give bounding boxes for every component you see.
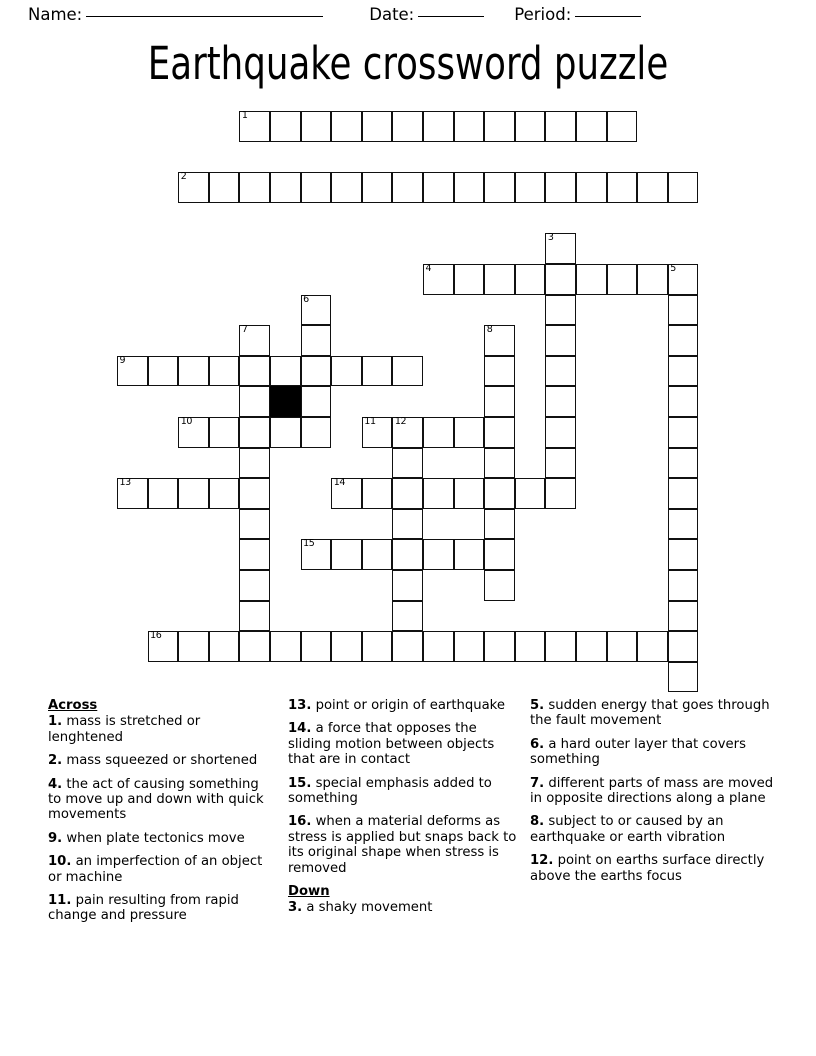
grid-cell[interactable]: [576, 111, 607, 142]
grid-cell[interactable]: [668, 356, 699, 387]
clue-number: 8.: [530, 814, 545, 830]
grid-cell[interactable]: [331, 356, 362, 387]
grid-cell[interactable]: [576, 264, 607, 295]
grid-cell[interactable]: [178, 417, 209, 448]
grid-cell[interactable]: [668, 570, 699, 601]
grid-cell[interactable]: [607, 111, 638, 142]
grid-cell[interactable]: [239, 478, 270, 509]
grid-cell[interactable]: [668, 295, 699, 326]
cell-number: 12: [394, 416, 407, 427]
grid-cell[interactable]: [301, 386, 332, 417]
grid-cell[interactable]: [239, 539, 270, 570]
grid-cell[interactable]: [392, 172, 423, 203]
grid-cell[interactable]: [545, 448, 576, 479]
clue-number: 14.: [288, 721, 312, 737]
clue-item-across-2: 2. mass squeezed or shortened: [48, 753, 258, 769]
grid-cell[interactable]: [515, 111, 546, 142]
grid-cell[interactable]: [668, 539, 699, 570]
grid-cell[interactable]: [484, 264, 515, 295]
cell-number: 1: [241, 110, 248, 121]
grid-cell[interactable]: [392, 356, 423, 387]
clue-number: 13.: [288, 698, 312, 713]
clue-number: 11.: [48, 893, 72, 909]
grid-cell[interactable]: [423, 478, 454, 509]
clue-column-2: [288, 698, 520, 924]
grid-cell[interactable]: [668, 631, 699, 662]
grid-cell[interactable]: [392, 111, 423, 142]
clue-item-across-10: 10. an imperfection of an object or machine: [48, 854, 263, 885]
cell-number: 10: [180, 416, 192, 427]
grid-cell[interactable]: [484, 509, 515, 540]
clue-number: 4.: [48, 776, 63, 792]
grid-cell[interactable]: [239, 601, 270, 632]
cell-number: 16: [150, 630, 162, 642]
grid-cell[interactable]: [301, 111, 332, 142]
grid-cell[interactable]: [362, 539, 393, 570]
date-label: Date:: [369, 5, 415, 24]
grid-cell[interactable]: [239, 325, 270, 356]
grid-cell[interactable]: [178, 172, 209, 203]
grid-cell[interactable]: [668, 417, 699, 448]
grid-cell[interactable]: [178, 631, 209, 662]
grid-cell[interactable]: [270, 417, 301, 448]
clue-column-1: [48, 698, 276, 932]
grid-cell[interactable]: [331, 631, 362, 662]
grid-cell[interactable]: [484, 386, 515, 417]
clue-item-down-12: 12. point on earths surface directly above the earths focus: [530, 853, 765, 884]
grid-cell[interactable]: [423, 172, 454, 203]
grid-cell[interactable]: [331, 111, 362, 142]
clue-number: 3.: [288, 900, 303, 916]
grid-cell[interactable]: [607, 264, 638, 295]
grid-cell[interactable]: [392, 417, 423, 448]
clue-item-down-7: 7. different parts of mass are moved in opposite directions along a plane: [530, 775, 774, 807]
clue-lists: [0, 698, 816, 948]
grid-cell[interactable]: [545, 172, 576, 203]
grid-cell[interactable]: [423, 111, 454, 142]
grid-cell[interactable]: [423, 539, 454, 570]
grid-cell[interactable]: [209, 631, 240, 662]
clue-number: 2.: [48, 753, 63, 769]
grid-cell[interactable]: [209, 356, 240, 387]
cell-number: 14: [333, 477, 345, 489]
grid-cell[interactable]: [545, 478, 576, 509]
grid-cell[interactable]: [668, 601, 699, 632]
grid-cell[interactable]: [454, 172, 485, 203]
grid-cell[interactable]: [239, 356, 270, 387]
grid-cell[interactable]: [484, 356, 515, 387]
grid-cell[interactable]: [239, 570, 270, 601]
clue-number: 1.: [48, 714, 63, 730]
cell-number: 8: [486, 324, 493, 336]
grid-cell[interactable]: [239, 111, 270, 142]
cell-number: 9: [119, 354, 126, 366]
grid-cell[interactable]: [545, 356, 576, 387]
grid-cell[interactable]: [637, 172, 668, 203]
grid-cell[interactable]: [454, 478, 485, 509]
grid-cell[interactable]: [484, 325, 515, 356]
cell-number: 15: [303, 538, 315, 550]
grid-cell[interactable]: [484, 111, 515, 142]
grid-cell[interactable]: [668, 172, 699, 203]
clue-item-down-8: 8. subject to or caused by an earthquake or earth vibration: [530, 814, 726, 845]
grid-cell[interactable]: [239, 172, 270, 203]
name-label: Name:: [28, 5, 83, 24]
grid-cell[interactable]: [454, 631, 485, 662]
grid-cell[interactable]: [270, 356, 301, 387]
grid-cell[interactable]: [454, 264, 485, 295]
grid-cell[interactable]: [178, 478, 209, 509]
grid-cell[interactable]: [423, 631, 454, 662]
grid-cell[interactable]: [239, 386, 270, 417]
grid-cell[interactable]: [545, 233, 576, 264]
cell-number: 3: [547, 232, 554, 244]
grid-cell[interactable]: [392, 509, 423, 540]
grid-cell[interactable]: [392, 570, 423, 601]
grid-cell[interactable]: [392, 448, 423, 479]
cell-number: 2: [180, 171, 187, 183]
grid-cell[interactable]: [301, 172, 332, 203]
clue-item-across-4: 4. the act of causing something to move up and down with quick movements: [48, 776, 264, 823]
clue-number: 10.: [48, 854, 72, 870]
grid-cell[interactable]: [545, 295, 576, 326]
cell-number: 5: [670, 263, 676, 274]
grid-cell[interactable]: [148, 478, 179, 509]
grid-cell[interactable]: [423, 264, 454, 295]
clue-number: 6.: [530, 736, 545, 752]
grid-cell[interactable]: [301, 295, 332, 326]
grid-cell[interactable]: [209, 417, 240, 448]
grid-cell[interactable]: [239, 509, 270, 540]
grid-cell[interactable]: [362, 356, 393, 387]
grid-cell[interactable]: [484, 417, 515, 448]
grid-cell[interactable]: [331, 478, 362, 509]
grid-cell[interactable]: [301, 325, 332, 356]
down-heading: Down: [288, 884, 330, 900]
grid-cell[interactable]: [148, 356, 179, 387]
clue-item-across-15: 15. special emphasis added to something: [288, 775, 492, 807]
grid-cell[interactable]: [239, 417, 270, 448]
grid-cell[interactable]: [515, 172, 546, 203]
grid-cell[interactable]: [301, 631, 332, 662]
grid-cell[interactable]: [484, 570, 515, 601]
grid-cell[interactable]: [637, 264, 668, 295]
grid-cell[interactable]: [484, 631, 515, 662]
grid-cell[interactable]: [607, 172, 638, 203]
cell-number: 6: [303, 293, 309, 305]
clue-column-3: [530, 698, 774, 892]
grid-cell[interactable]: [362, 417, 393, 448]
grid-cell[interactable]: [392, 478, 423, 509]
grid-cell[interactable]: [209, 478, 240, 509]
clue-number: 5.: [530, 698, 545, 713]
grid-cell[interactable]: [301, 417, 332, 448]
grid-cell[interactable]: [454, 539, 485, 570]
grid-cell[interactable]: [515, 264, 546, 295]
grid-cell[interactable]: [576, 631, 607, 662]
grid-cell[interactable]: [545, 264, 576, 295]
clue-item-down-5: 5. sudden energy that goes through the fault movement: [530, 698, 770, 729]
grid-cell[interactable]: [178, 356, 209, 387]
grid-cell[interactable]: [270, 172, 301, 203]
grid-cell[interactable]: [392, 601, 423, 632]
grid-cell[interactable]: [362, 631, 393, 662]
page-title: Earthquake crossword puzzle: [147, 37, 669, 90]
grid-cell[interactable]: [484, 539, 515, 570]
grid-cell[interactable]: [454, 111, 485, 142]
clue-number: 15.: [288, 775, 312, 791]
grid-cell[interactable]: [362, 478, 393, 509]
grid-cell[interactable]: [668, 264, 699, 295]
grid-cell[interactable]: [484, 172, 515, 203]
grid-cell[interactable]: [545, 325, 576, 356]
grid-cell[interactable]: [117, 478, 148, 509]
cell-number: 11: [364, 416, 376, 427]
clue-item-across-1: 1. mass is stretched or lenghtened: [48, 714, 201, 745]
grid-cell[interactable]: [515, 478, 546, 509]
grid-cell[interactable]: [362, 111, 393, 142]
across-heading: Across: [48, 698, 98, 713]
period-label: Period:: [514, 5, 572, 24]
grid-cell[interactable]: [668, 509, 699, 540]
cell-number: 13: [119, 477, 131, 489]
grid-cell[interactable]: [515, 631, 546, 662]
grid-cell[interactable]: [545, 417, 576, 448]
grid-cell[interactable]: [484, 448, 515, 479]
grid-block-cell: [270, 386, 301, 417]
clue-item-across-16: 16. when a material deforms as stress is applied but snaps back to its original shape when stress is removed: [288, 814, 517, 876]
grid-cell[interactable]: [362, 172, 393, 203]
grid-cell[interactable]: [668, 325, 699, 356]
grid-cell[interactable]: [301, 539, 332, 570]
grid-cell[interactable]: [668, 478, 699, 509]
clue-number: 12.: [530, 853, 554, 869]
clue-item-down-6: 6. a hard outer layer that covers something: [530, 736, 746, 768]
grid-cell[interactable]: [423, 417, 454, 448]
grid-cell[interactable]: [668, 386, 699, 417]
grid-cell[interactable]: [454, 417, 485, 448]
grid-cell[interactable]: [392, 539, 423, 570]
grid-cell[interactable]: [392, 631, 423, 662]
grid-cell[interactable]: [239, 631, 270, 662]
grid-cell[interactable]: [270, 631, 301, 662]
clue-item-across-14: 14. a force that opposes the sliding motion between objects that are in contact: [288, 721, 495, 768]
grid-cell[interactable]: [637, 631, 668, 662]
clue-item-across-11: 11. pain resulting from rapid change and pressure: [48, 893, 239, 924]
grid-cell[interactable]: [209, 172, 240, 203]
clue-item-across-13: 13. point or origin of earthquake: [288, 698, 505, 713]
cell-number: 4: [425, 263, 432, 274]
clue-number: 7.: [530, 775, 545, 791]
grid-cell[interactable]: [545, 111, 576, 142]
grid-cell[interactable]: [576, 172, 607, 203]
clue-number: 9.: [48, 830, 63, 846]
grid-cell[interactable]: [117, 356, 148, 387]
grid-cell[interactable]: [301, 356, 332, 387]
grid-cell[interactable]: [239, 448, 270, 479]
clue-number: 16.: [288, 814, 312, 830]
cell-number: 7: [241, 324, 248, 336]
grid-cell[interactable]: [668, 448, 699, 479]
clue-item-down-3: 3. a shaky movement: [288, 900, 433, 916]
grid-cell[interactable]: [607, 631, 638, 662]
clue-item-across-9: 9. when plate tectonics move: [48, 830, 245, 846]
grid-cell[interactable]: [331, 172, 362, 203]
grid-cell[interactable]: [331, 539, 362, 570]
grid-cell[interactable]: [545, 631, 576, 662]
grid-cell[interactable]: [545, 386, 576, 417]
grid-cell[interactable]: [148, 631, 179, 662]
grid-cell[interactable]: [668, 662, 699, 693]
grid-cell[interactable]: [484, 478, 515, 509]
grid-cell[interactable]: [270, 111, 301, 142]
